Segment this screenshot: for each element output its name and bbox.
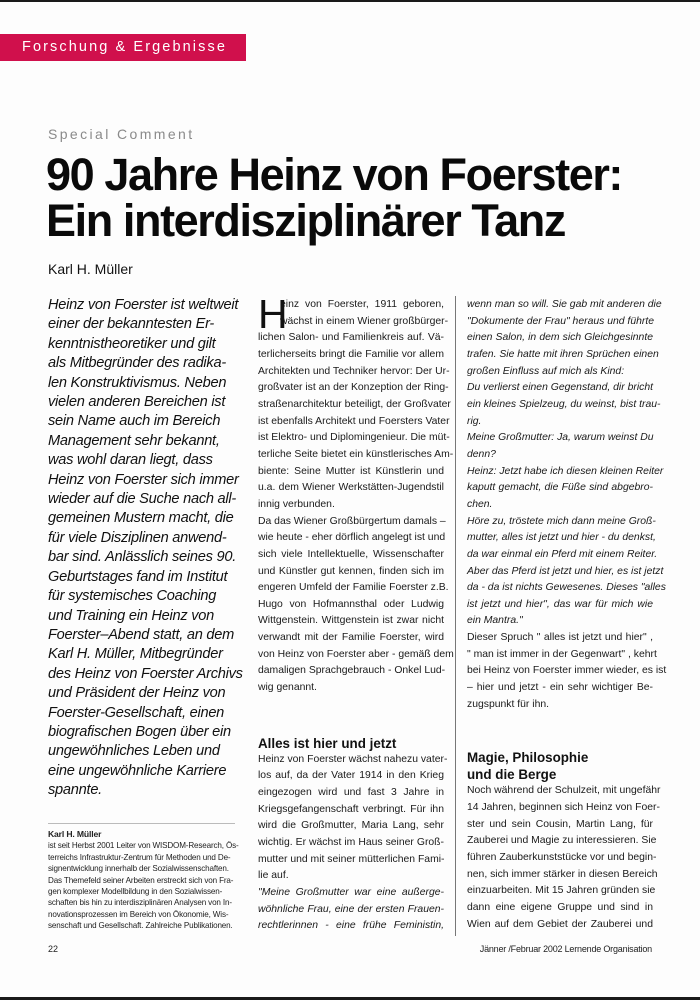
text-line: chen. [467, 498, 493, 510]
text-line: kenntnistheoretiker und gilt [48, 335, 216, 352]
text-line: bar sind. Anlässlich seines 90. [48, 549, 237, 566]
text-line: ist ebenfalls Architekt und Foersters Vater [258, 415, 450, 427]
text-line: straßenarchitektur beteiligt, der Großvater [258, 398, 451, 410]
text-line: einer der bekanntesten Er- [48, 316, 215, 333]
text-line: Heinz: Jetzt habe ich diesen kleinen Reiter [467, 465, 664, 477]
top-edge-bar [0, 0, 700, 2]
text-line: len Konstruktivismus. Neben [48, 374, 227, 391]
text-line: senschaft und Gesellschaft. Zahlreiche Publikationen. [48, 921, 233, 931]
text-line: signentwicklung innerhalb der Sozialwissenschaften. [48, 864, 229, 874]
text-line: gemeinen Mustern macht, die [48, 510, 234, 527]
text-line: terlicherseits bringt die Familie vor allem [258, 348, 444, 360]
text-line: Architekten und Techniker hervor: Der Ur- [258, 365, 450, 377]
body-column-2 [258, 291, 454, 935]
text-line: da - da ist nichts Gewesenes. Dieses "alles [467, 582, 666, 594]
dropcap-lines [280, 297, 449, 330]
text-line: Zauberei und Magie zu interessieren. Sie [467, 835, 657, 847]
text-line: Geburtstages fand im Institut [48, 568, 228, 585]
text-line: innig verbunden. [258, 498, 335, 510]
text-line: ist seit Herbst 2001 Leiter von WISDOM-Research, Ös- [48, 841, 239, 851]
text-line: wächst in einem Wiener großbürger- [280, 315, 449, 327]
text-line: verwandt mit der Familie Foerster, wird [258, 632, 444, 644]
author-byline: Karl H. Müller [48, 261, 133, 277]
text-line: einen Salon, in dem sich Gleichgesinnte [467, 332, 653, 344]
quote-paragraph [467, 297, 666, 630]
text-line: von Heinz von Foerster aber - gemäß dem [258, 648, 454, 660]
text-line: da war einmal ein Pferd mit einem Reiter. [467, 548, 658, 560]
title-line-1: 90 Jahre Heinz von Foerster: [46, 149, 623, 200]
intro-teaser [48, 296, 243, 801]
text-line: als Mitbegründer des radika- [48, 355, 226, 372]
page-number: 22 [48, 944, 59, 954]
text-line: Wien auf dem Gebiet der Zauberei und [467, 918, 653, 930]
section-banner: Forschung & Ergebnisse [0, 34, 246, 61]
quote-paragraph [258, 885, 444, 935]
text-line: eingezogen wird und fast 3 Jahre in [258, 787, 444, 799]
paragraph [467, 783, 661, 933]
text-line: zugspunkt für ihn. [467, 698, 550, 710]
text-line: engeren Umfeld der Familie Foerster z.B. [258, 582, 449, 594]
text-line: Das Themefeld seiner Arbeiten erstreckt sich von Fra- [48, 875, 234, 885]
text-line: wöhnliche Frau, eine der ersten Frauen- [258, 903, 444, 915]
text-line: für systemisches Coaching [48, 588, 217, 605]
text-line: lichen Salon- und Familienkreis auf. Vä- [258, 332, 444, 344]
text-line: terreichs Infrastruktur-Zentrum für Methoden und De- [48, 852, 231, 862]
article-title [46, 149, 686, 246]
text-line: eine ungewöhnliche Karriere [48, 762, 227, 779]
text-line: Aber das Pferd ist jetzt und hier, es ist jetzt [467, 565, 664, 577]
text-line: Karl H. Müller, Mitbegründer [48, 646, 223, 663]
text-line: Du verlierst einen Gegenstand, dir bricht [467, 382, 653, 394]
text-line: sich viele Intellektuelle, Wissenschafter [258, 548, 444, 560]
text-line: Dieser Spruch " alles ist jetzt und hier" , [467, 632, 653, 644]
subheading-alles-ist-hier: Alles ist hier und jetzt [258, 735, 397, 751]
text-line: für viele Disziplinen anwend- [48, 529, 227, 546]
text-line: wig genannt. [258, 682, 317, 694]
text-line: denn? [467, 448, 496, 460]
text-line: "Dokumente der Frau" heraus und führte [467, 315, 655, 327]
text-line: bei Heinz von Foerster immer wieder, es ist [467, 665, 667, 677]
text-line: wenn man so will. Sie gab mit anderen die [467, 299, 662, 310]
text-line: damaligen Sprachgebrauch - Onkel Lud- [258, 665, 446, 677]
dropcap-letter: H [258, 291, 288, 337]
kicker-label: Special Comment [48, 126, 195, 142]
text-line: wieder auf die Suche nach all- [48, 491, 237, 508]
text-line: Kriegsgefangenschaft verbringt. Für ihn [258, 803, 444, 815]
text-line: Da das Wiener Großbürgertum damals – [258, 515, 446, 527]
text-line: ein Mantra." [467, 615, 523, 627]
text-line: Management sehr bekannt, [48, 432, 220, 449]
text-line: führen Zauberkunststücke vor und begin- [467, 852, 657, 864]
text-line: ster und sein Cousin, Martin Lang, für [467, 818, 653, 830]
paragraph [258, 330, 454, 513]
column-divider [455, 296, 456, 936]
bio-divider [48, 823, 235, 824]
subheading-magie-line-1: Magie, Philosophie [467, 750, 589, 766]
paragraph [258, 514, 454, 697]
text-line: wichtig. Er wächst im Haus seiner Groß- [258, 837, 444, 849]
text-line: schaften bis hin zu interdisziplinären Analysen von In- [48, 898, 232, 908]
text-line: " man ist immer in der Gegenwart" , kehrt [467, 648, 657, 660]
author-bio [48, 829, 238, 932]
text-line: vielen anderen Bereichen ist [48, 394, 226, 411]
text-line: Foerster–Abend statt, an dem [48, 626, 235, 643]
text-line: Meine Großmutter: Ja, warum weinst Du [467, 432, 654, 444]
text-line: ist Elektro- und Diplomingenieur. Die müt- [258, 432, 450, 444]
text-line: rig. [467, 415, 482, 427]
bio-text [48, 840, 238, 931]
text-line: trafen. Sie hatte mit ihren Sprüchen einen [467, 348, 659, 360]
bio-name: Karl H. Müller [48, 829, 102, 839]
text-line: Hugo von Hofmannsthal oder Ludwig [258, 598, 444, 610]
text-line: Heinz von Foerster ist weltweit [48, 297, 239, 313]
subheading-magie-line-2: und die Berge [467, 767, 557, 783]
text-line: Foerster-Gesellschaft, einen [48, 704, 225, 721]
text-line: lie auf. [258, 870, 289, 882]
text-line: spannte. [48, 782, 102, 799]
text-line: mutter und mit seiner mütterlichen Fami- [258, 853, 445, 865]
text-line: Noch während der Schulzeit, mit ungefähr [467, 785, 661, 797]
text-line: kaputt gemacht, die Füße sind abgebro- [467, 482, 653, 494]
text-line: sein Name auch im Bereich [48, 413, 221, 430]
text-line: "Meine Großmutter war eine außerge- [258, 887, 444, 898]
text-line: und Training ein Heinz von [48, 607, 215, 624]
text-line: und Künstler gut kennen, finden sich im [258, 565, 444, 577]
text-line: terliche Seite bietet ein künstlerisches Am- [258, 448, 454, 460]
paragraph [467, 630, 667, 713]
text-line: Wittgenstein. Wittgenstein ist zwar nicht [258, 615, 444, 627]
dropcap-paragraph-start [258, 291, 449, 337]
text-line: wird die Großmutter, Maria Lang, sehr [258, 820, 444, 832]
text-line: los auf, da der Vater 1914 in den Krieg [258, 770, 444, 782]
text-line: u.a. dem Wiener Werkstätten-Jugendstil [258, 482, 444, 494]
spacer [467, 713, 653, 749]
text-line: großen Einfluss auf mich als Kind: [467, 365, 625, 377]
text-line: Heinz von Foerster sich immer [48, 471, 239, 488]
text-line: nen, sich immer stärker in diesen Bereich [467, 868, 658, 880]
title-line-2: Ein interdisziplinärer Tanz [46, 195, 565, 246]
text-line: biente: Seine Mutter ist Künstlerin und [258, 465, 444, 477]
text-line: einz von Foerster, 1911 geboren, [280, 299, 444, 310]
text-line: – hier und jetzt - ein sehr wichtiger Be- [467, 682, 653, 694]
issue-footer: Jänner /Februar 2002 Lernende Organisation [479, 944, 652, 954]
text-line: ist jetzt und hier", das war für mich wie [467, 598, 653, 610]
text-line: dann eine eigene Gruppe und sind in [467, 902, 653, 913]
body-column-3 [467, 297, 667, 933]
text-line: ungewöhnliches Leben und [48, 743, 220, 760]
text-line: mutter, alles ist jetzt und hier - du denkst, [467, 532, 656, 544]
text-line: einzuarbeiten. Mit 15 Jahren gründen sie [467, 885, 656, 897]
text-line: wie heute - eher dörflich angelegt ist und [258, 532, 446, 544]
text-line: was wohl daran liegt, dass [48, 452, 213, 469]
text-line: des Heinz von Foerster Archivs [48, 665, 243, 682]
text-line: großvater ist an der Konzeption der Ring- [258, 382, 449, 394]
text-line: ein kleines Spielzeug, du weinst, bist trau- [467, 398, 661, 410]
text-line: Heinz von Foerster wächst nahezu vater- [258, 753, 448, 765]
text-line: biografischen Bogen über ein [48, 723, 231, 740]
text-line: 14 Jahren, beginnen sich Heinz von Foer- [467, 802, 660, 814]
text-line: und Präsident der Heinz von [48, 685, 226, 702]
text-line: novationsprozessen im Bereich von Ökonomie, Wis- [48, 909, 229, 919]
text-line: Höre zu, tröstete mich dann meine Groß- [467, 515, 656, 527]
paragraph [258, 752, 448, 885]
spacer [258, 697, 444, 735]
text-line: gen komplexer Modellbildung in den Sozialwissen- [48, 887, 223, 897]
text-line: rechtlerinnen - eine frühe Feministin, [258, 920, 444, 932]
